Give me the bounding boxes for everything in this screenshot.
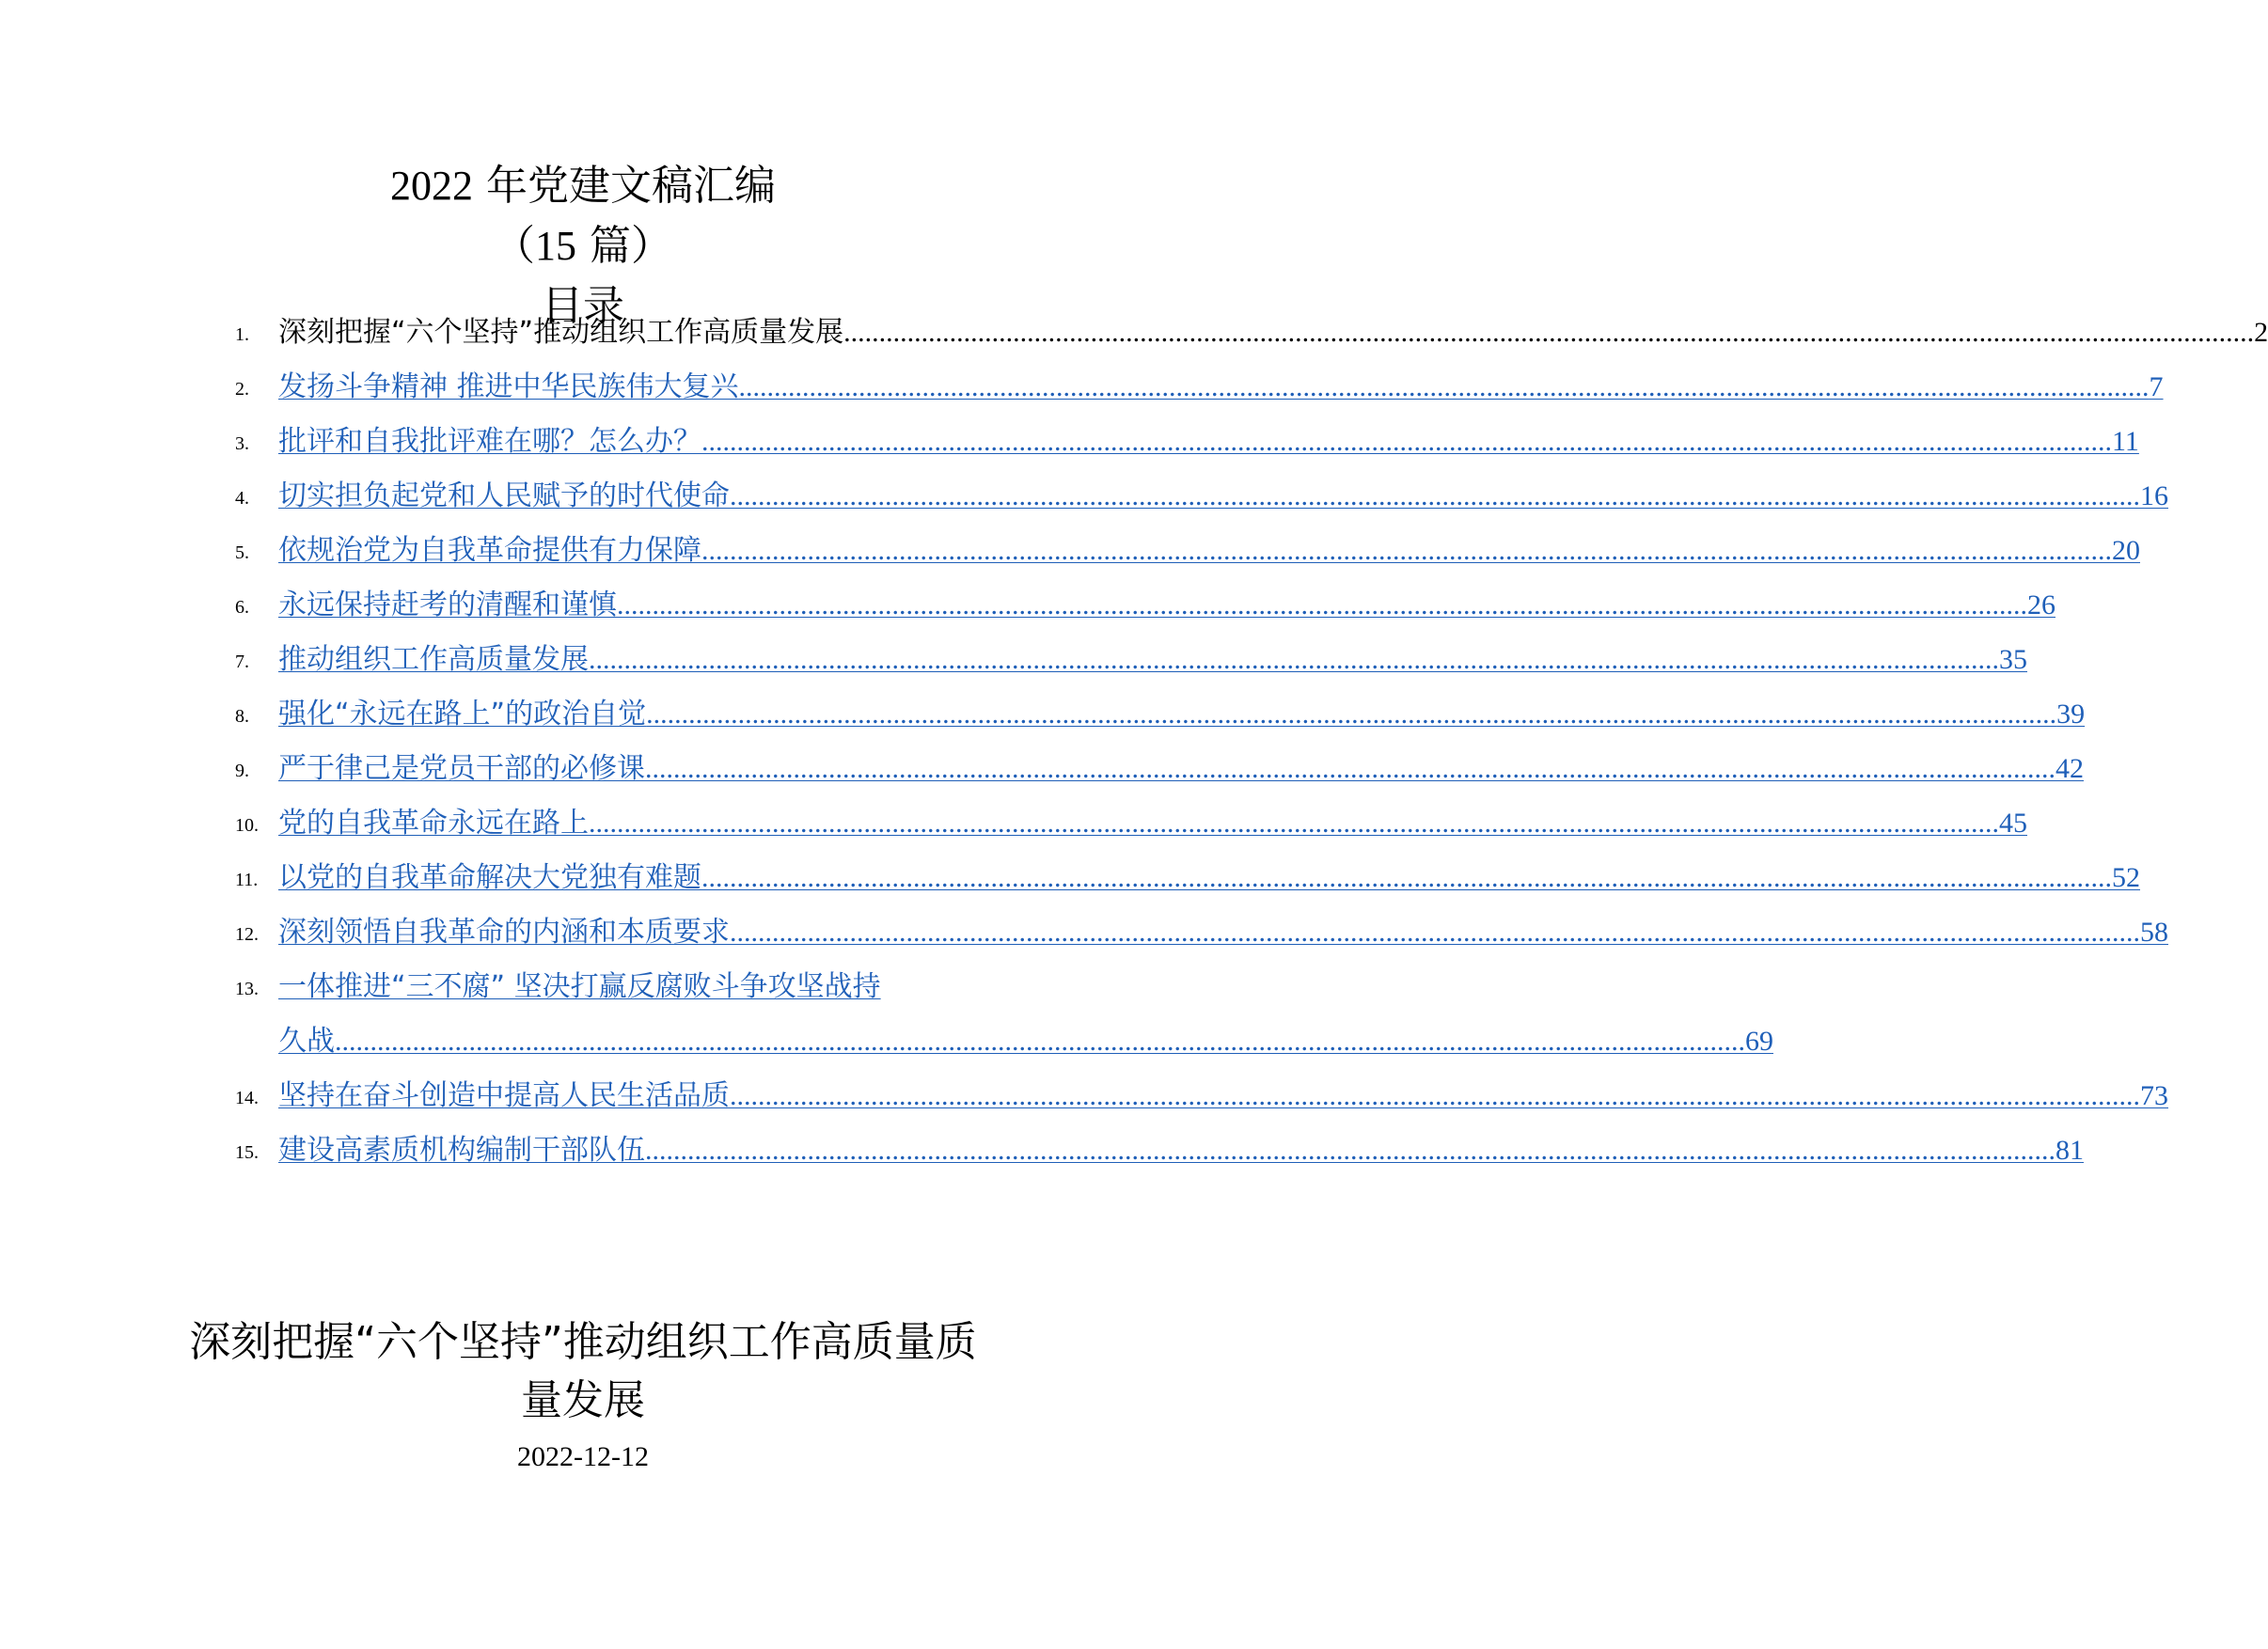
toc-entry-page: 42 bbox=[2055, 753, 2084, 784]
toc-entry-number: 6. bbox=[235, 597, 249, 618]
toc-entry[interactable] bbox=[235, 528, 2140, 573]
toc-entry[interactable] bbox=[235, 746, 2084, 792]
toc-entry-title: 严于律己是党员干部的必修课 bbox=[278, 752, 645, 785]
toc-entry-title: 切实担负起党和人民赋予的时代使命 bbox=[278, 479, 730, 512]
toc-entry-page: 11 bbox=[2112, 426, 2139, 457]
title-text: 年党建文稿汇编 bbox=[486, 162, 776, 210]
toc-entry-page: 39 bbox=[2056, 699, 2086, 730]
toc-entry-number: 12. bbox=[235, 924, 259, 945]
toc-entry-number: 5. bbox=[235, 542, 249, 563]
toc-entry-link[interactable] bbox=[278, 805, 2027, 842]
toc-heading: 目录 bbox=[542, 282, 624, 330]
toc-entry-leader: ........................................................................................................................................................................................................ bbox=[645, 1135, 2055, 1166]
article-title-line1 bbox=[0, 1314, 1166, 1371]
toc-entry[interactable] bbox=[235, 365, 2164, 410]
article-title-line2: 量发展 bbox=[521, 1376, 645, 1424]
toc-entry-title: 深刻领悟自我革命的内涵和本质要求 bbox=[278, 916, 730, 949]
toc-entry-number: 4. bbox=[235, 488, 249, 509]
toc-entry-title: 永远保持赶考的清醒和谨慎 bbox=[278, 589, 617, 621]
toc-entry-link[interactable] bbox=[278, 369, 2164, 406]
toc-entry-leader: ........................................................................................................................................................................................................ bbox=[646, 699, 2057, 730]
toc-entry-number: 2. bbox=[235, 379, 249, 400]
toc-entry-title: 发扬斗争精神 推进中华民族伟大复兴 bbox=[278, 370, 739, 403]
toc-entry-page: 2 bbox=[2254, 317, 2268, 348]
toc-entry-leader: ........................................................................................................................................................................................................ bbox=[701, 426, 2112, 457]
toc-entry-page: 35 bbox=[1999, 644, 2027, 675]
toc-entry[interactable] bbox=[235, 474, 2168, 519]
toc-entry-title: 批评和自我批评难在哪？怎么办？ bbox=[278, 425, 701, 458]
toc-entry-title: 推动组织工作高质量发展 bbox=[278, 643, 589, 676]
toc-entry-leader: ........................................................................................................................................................................................................ bbox=[701, 862, 2112, 893]
toc-entry-page: 52 bbox=[2112, 862, 2140, 893]
toc-entry-link-continued[interactable] bbox=[278, 1023, 1773, 1060]
toc-entry-link[interactable] bbox=[278, 478, 2168, 515]
toc-entry-link[interactable] bbox=[278, 314, 2268, 352]
toc-entry-link[interactable] bbox=[278, 696, 2086, 733]
subtitle-close-paren: ） bbox=[631, 222, 672, 270]
toc-entry-link[interactable] bbox=[278, 423, 2139, 461]
toc-entry-number: 1. bbox=[235, 324, 249, 345]
toc-entry-link[interactable] bbox=[278, 750, 2084, 788]
toc-entry-number: 15. bbox=[235, 1142, 259, 1163]
toc-entry-title: 深刻把握“六个坚持”推动组织工作高质量发展 bbox=[278, 316, 844, 349]
toc-entry-number: 9. bbox=[235, 761, 249, 781]
toc-entry-leader: ........................................................................................................................................................................................................ bbox=[645, 753, 2055, 784]
toc-entry-leader: ........................................................................................................................................................................................................ bbox=[730, 917, 2140, 948]
toc-entry[interactable] bbox=[235, 419, 2139, 464]
toc-entry-page: 69 bbox=[1745, 1026, 1773, 1057]
toc-entry-number: 10. bbox=[235, 815, 259, 836]
toc-entry-leader: ........................................................................................................................................................................................................ bbox=[730, 480, 2140, 511]
toc-entry[interactable] bbox=[235, 965, 987, 1010]
toc-entry-page: 16 bbox=[2140, 480, 2168, 511]
toc-entry-link[interactable] bbox=[278, 641, 2027, 679]
toc-entry[interactable] bbox=[235, 637, 2027, 683]
toc-entry[interactable] bbox=[235, 1128, 2084, 1173]
toc-entry-page: 20 bbox=[2112, 535, 2140, 566]
toc-entry-number: 7. bbox=[235, 652, 249, 672]
toc-entry-page: 45 bbox=[1999, 808, 2027, 839]
toc-entry[interactable] bbox=[235, 801, 2027, 846]
toc-entry-link[interactable] bbox=[278, 968, 987, 1006]
toc-entry-leader: ........................................................................................................................................................................................................ bbox=[701, 535, 2112, 566]
toc-entry[interactable] bbox=[235, 583, 2055, 628]
toc-entry-link[interactable] bbox=[278, 914, 2168, 951]
toc-entry-leader: ........................................................................................................................................................................................................ bbox=[730, 1080, 2140, 1111]
subtitle-count: 15 bbox=[535, 223, 576, 269]
article-title-line1-tail: 质 bbox=[935, 1318, 977, 1366]
toc-entry-link[interactable] bbox=[278, 859, 2140, 897]
toc-entry-link[interactable] bbox=[278, 532, 2140, 570]
toc-entry-page: 73 bbox=[2140, 1080, 2168, 1111]
toc-entry-number: 3. bbox=[235, 433, 249, 454]
toc-entry-leader: ........................................................................................................................................................................................................ bbox=[335, 1026, 1745, 1057]
title-year: 2022 bbox=[390, 163, 473, 209]
article-title-line1-text: 深刻把握“六个坚持”推动组织工作高质量 bbox=[189, 1318, 936, 1366]
toc-entry-number: 11. bbox=[235, 870, 259, 890]
toc-entry-page: 81 bbox=[2055, 1135, 2084, 1166]
toc-entry-leader: ........................................................................................................................................................................................................ bbox=[617, 589, 2027, 620]
toc-entry-page: 26 bbox=[2027, 589, 2055, 620]
toc-entry-link[interactable] bbox=[278, 1132, 2084, 1170]
toc-entry-page: 58 bbox=[2140, 917, 2168, 948]
toc-entry-number: 8. bbox=[235, 706, 249, 727]
toc-entry-title: 一体推进“三不腐” 坚决打赢反腐败斗争攻坚战持 bbox=[278, 970, 881, 1003]
toc-entry-title-continued: 久战 bbox=[278, 1025, 335, 1058]
toc-entry-page: 7 bbox=[2149, 371, 2164, 402]
toc-entry-title: 强化“永远在路上”的政治自觉 bbox=[278, 698, 647, 730]
toc-entry-leader: ........................................................................................................................................................................................................ bbox=[843, 317, 2255, 348]
toc-entry-title: 建设高素质机构编制干部队伍 bbox=[278, 1134, 645, 1167]
toc-entry-leader: ........................................................................................................................................................................................................ bbox=[589, 808, 1999, 839]
toc-entry[interactable] bbox=[235, 910, 2168, 955]
subtitle-unit: 篇 bbox=[590, 222, 631, 270]
toc-entry-link[interactable] bbox=[278, 587, 2055, 624]
toc-entry-number: 14. bbox=[235, 1088, 259, 1108]
toc-entry-link[interactable] bbox=[278, 1077, 2168, 1115]
toc-entry-title: 以党的自我革命解决大党独有难题 bbox=[278, 861, 701, 894]
toc-entry-leader: ........................................................................................................................................................................................................ bbox=[738, 371, 2150, 402]
article-date: 2022-12-12 bbox=[517, 1441, 649, 1472]
toc-entry-title: 党的自我革命永远在路上 bbox=[278, 807, 589, 840]
toc-entry[interactable] bbox=[235, 856, 2140, 901]
toc-entry[interactable] bbox=[235, 1074, 2168, 1119]
toc-entry[interactable] bbox=[235, 310, 2268, 355]
toc-entry-title: 依规治党为自我革命提供有力保障 bbox=[278, 534, 701, 567]
toc-entry[interactable] bbox=[235, 692, 2086, 737]
toc-entry-leader: ........................................................................................................................................................................................................ bbox=[589, 644, 1999, 675]
toc-entry-title: 坚持在奋斗创造中提高人民生活品质 bbox=[278, 1079, 730, 1112]
toc-entry-number: 13. bbox=[235, 979, 259, 999]
subtitle-open-paren: （ bbox=[494, 222, 535, 270]
